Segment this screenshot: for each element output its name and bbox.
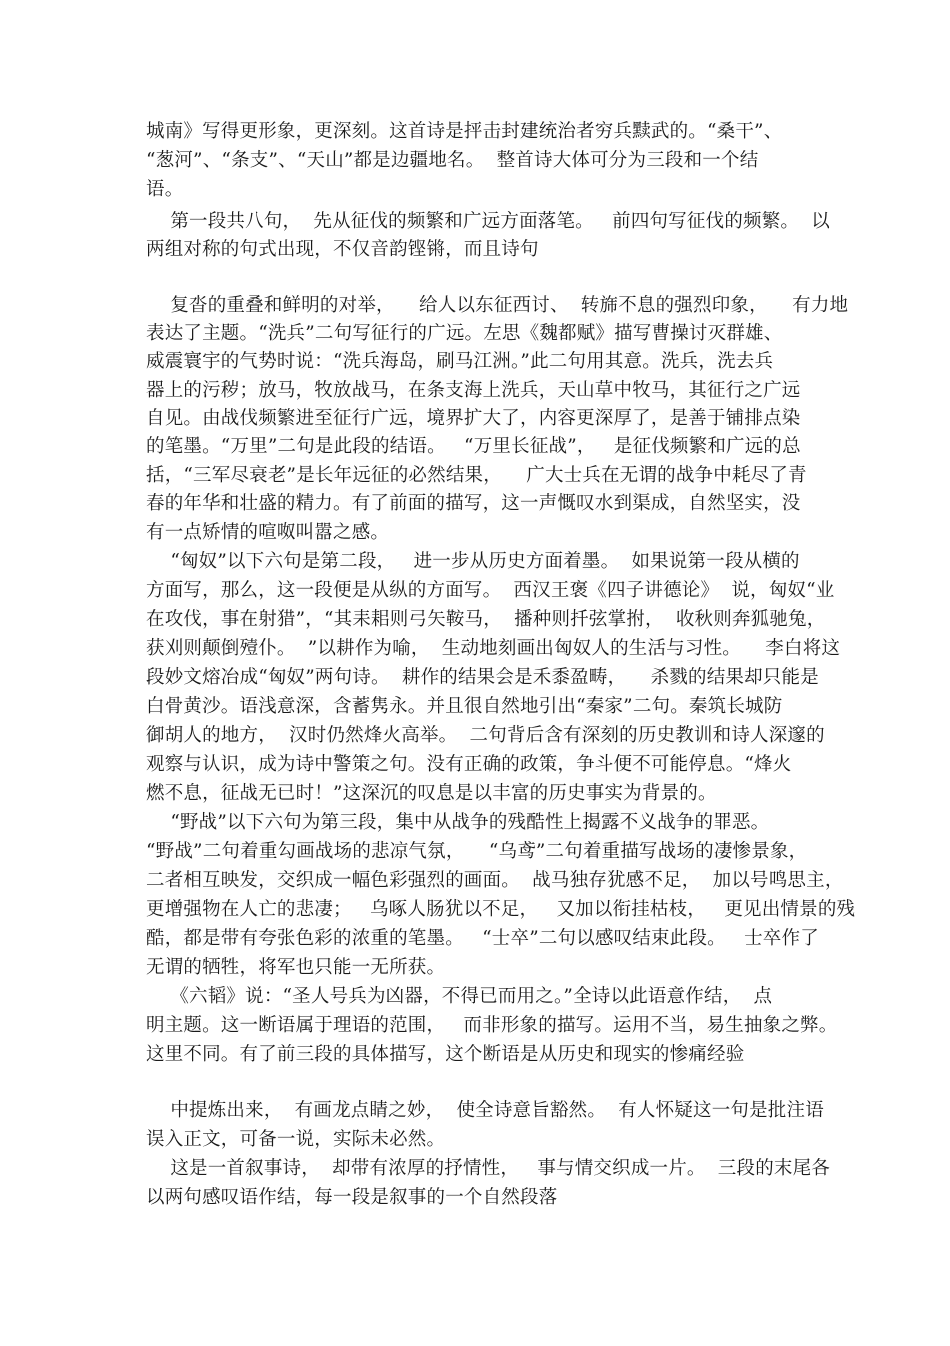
text-line: 在攻伐，事在射猎”，“其耒耜则弓矢鞍马， 播种则扦弦掌拊， 收秋则奔狐驰兔， <box>146 609 826 630</box>
text-line: 误入正文，可备一说，实际未必然。 <box>146 1129 446 1150</box>
text-line: 有一点矫情的喧呶叫嚣之感。 <box>146 522 390 543</box>
text-line: 燃不息，征战无已时！”这深沉的叹息是以丰富的历史事实为背景的。 <box>146 783 717 804</box>
text-line: 方面写，那么，这一段便是从纵的方面写。 西汉王褒《四子讲德论》 说，匈奴“业 <box>146 580 835 601</box>
text-line: “野战”以下六句为第三段，集中从战争的残酷性上揭露不义战争的罪恶。 <box>146 812 770 833</box>
text-line: “匈奴”以下六句是第二段， 进一步从历史方面着墨。 如果说第一段从横的 <box>146 551 800 572</box>
text-line: 无谓的牺牲，将军也只能一无所获。 <box>146 957 446 978</box>
text-line: 两组对称的句式出现，不仅音韵铿锵，而且诗句 <box>146 239 539 260</box>
text-line: 自见。由战伐频繁进至征行广远，境界扩大了，内容更深厚了，是善于铺排点染 <box>146 408 801 429</box>
text-line: 御胡人的地方， 汉时仍然烽火高举。 二句背后含有深刻的历史教训和诗人深邃的 <box>146 725 825 746</box>
text-line: 段妙文熔冶成“匈奴”两句诗。 耕作的结果会是禾黍盈畴， 杀戮的结果却只能是 <box>146 667 819 688</box>
text-line: 复沓的重叠和鲜明的对举， 给人以东征西讨、 转旆不息的强烈印象， 有力地 <box>146 295 849 316</box>
text-line: “葱河”、“条支”、“天山”都是边疆地名。 整首诗大体可分为三段和一个结 <box>146 150 759 171</box>
text-line: 更增强物在人亡的悲凄； 乌啄人肠犹以不足， 又加以衔挂枯枝， 更见出情景的残 <box>146 899 856 920</box>
text-line: 的笔墨。“万里”二句是此段的结语。 “万里长征战”， 是征伐频繁和广远的总 <box>146 436 801 457</box>
text-line: 二者相互映发，交织成一幅色彩强烈的画面。 战马独存犹感不足， 加以号鸣思主， <box>146 870 844 891</box>
text-line: 明主题。这一断语属于理语的范围， 而非形象的描写。运用不当，易生抽象之弊。 <box>146 1015 838 1036</box>
text-line: 《六韬》说：“圣人号兵为凶器，不得已而用之。”全诗以此语意作结， 点 <box>146 986 773 1007</box>
text-line: 白骨黄沙。语浅意深，含蓄隽永。并且很自然地引出“秦家”二句。秦筑长城防 <box>146 696 783 717</box>
text-line: 这是一首叙事诗， 却带有浓厚的抒情性， 事与情交织成一片。 三段的末尾各 <box>146 1158 830 1179</box>
text-line: 这里不同。有了前三段的具体描写，这个断语是从历史和现实的惨痛经验 <box>146 1044 745 1065</box>
text-line: 春的年华和壮盛的精力。有了前面的描写，这一声慨叹水到渠成，自然坚实，没 <box>146 493 801 514</box>
text-line: 中提炼出来， 有画龙点睛之妙， 使全诗意旨豁然。 有人怀疑这一句是批注语 <box>146 1100 824 1121</box>
text-line: 表达了主题。“洗兵”二句写征行的广远。左思《魏都赋》描写曹操讨灭群雄、 <box>146 323 783 344</box>
text-line: 观察与认识，成为诗中警策之句。没有正确的政策，争斗便不可能停息。“烽火 <box>146 754 792 775</box>
text-line: “野战”二句着重勾画战场的悲凉气氛， “乌鸢”二句着重描写战场的凄惨景象， <box>146 841 808 862</box>
text-line: 语。 <box>146 179 184 200</box>
text-line: 以两句感叹语作结，每一段是叙事的一个自然段落 <box>146 1187 558 1208</box>
text-line: 括，“三军尽衰老”是长年远征的必然结果， 广大士兵在无谓的战争中耗尽了青 <box>146 465 807 486</box>
text-line: 酷，都是带有夸张色彩的浓重的笔墨。 “士卒”二句以感叹结束此段。 士卒作了 <box>146 928 819 949</box>
text-line: 第一段共八句， 先从征伐的频繁和广远方面落笔。 前四句写征伐的频繁。 以 <box>146 211 830 232</box>
text-line: 城南》写得更形象，更深刻。这首诗是抨击封建统治者穷兵黩武的。“桑干”、 <box>146 121 783 142</box>
text-line: 威震寰宇的气势时说：“洗兵海岛，刷马江洲。”此二句用其意。洗兵，洗去兵 <box>146 351 774 372</box>
text-line: 获刈则颠倒殪仆。 ”以耕作为喻， 生动地刻画出匈奴人的生活与习性。 李白将这 <box>146 638 841 659</box>
text-line: 器上的污秽；放马，牧放战马，在条支海上洗兵，天山草中牧马，其征行之广远 <box>146 380 801 401</box>
